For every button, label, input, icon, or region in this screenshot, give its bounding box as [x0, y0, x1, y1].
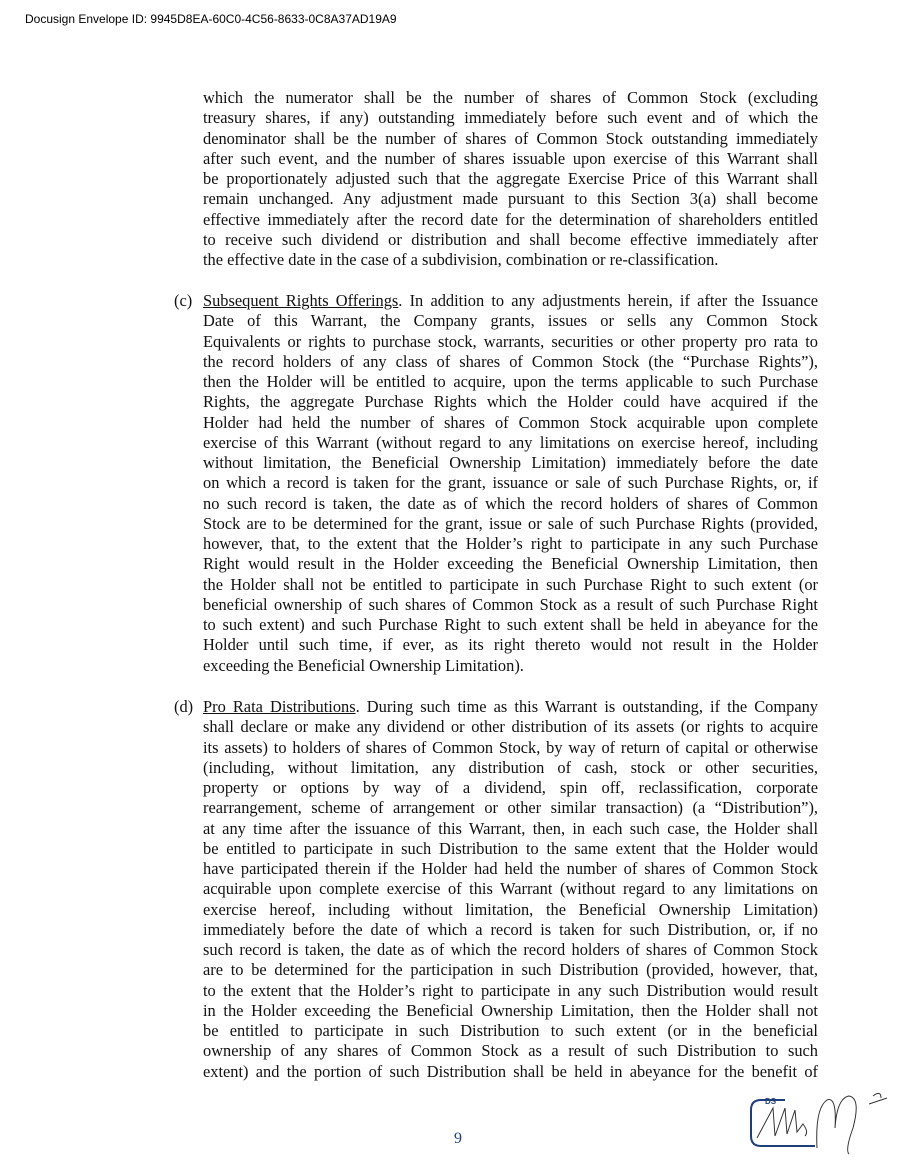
text-line: no such record is taken, the date as of which the record holders of shares of Common	[203, 493, 818, 513]
text-line: have participated therein if the Holder had held the number of shares of Common Stock	[203, 859, 818, 878]
text-line: without limitation, the Beneficial Ownership Limitation) immediately before the date	[203, 453, 818, 472]
signature-ds-tag: DS	[765, 1097, 777, 1106]
text-line: Holder had held the number of shares of Common Stock acquirable upon complete	[203, 412, 818, 432]
text-line-rest: . In addition to any adjustments herein, if after the Issuance	[398, 291, 819, 310]
text-line: Stock are to be determined for the grant, issue or sale of such Purchase Rights (provided,	[203, 513, 818, 533]
text-line: denominator shall be the number of shares of Common Stock outstanding immediately	[203, 128, 818, 148]
envelope-id: Docusign Envelope ID: 9945D8EA-60C0-4C56-8633-0C8A37AD19A9	[25, 12, 397, 26]
text-line: effective immediately after the record date for the determination of shareholders entitled	[203, 209, 818, 229]
text-line	[203, 697, 818, 717]
text-line: to receive such dividend or distribution and shall become effective immediately after	[203, 229, 818, 249]
text-line: exercise hereof, including without limitation, the Beneficial Ownership Limitation)	[203, 899, 818, 919]
paragraph-label: (c)	[174, 291, 193, 310]
text-line: rearrangement, scheme of arrangement or other similar transaction) (a “Distribution”),	[203, 798, 818, 818]
text-line: on which a record is taken for the grant, issuance or sale of such Purchase Rights, or, if	[203, 473, 818, 493]
text-line: its assets) to holders of shares of Common Stock, by way of return of capital or otherwise	[203, 737, 818, 757]
text-line: after such event, and the number of shares issuable upon exercise of this Warrant shall	[203, 148, 818, 168]
text-line: acquirable upon complete exercise of this Warrant (without regard to any limitations on	[203, 879, 818, 899]
text-line: shall declare or make any dividend or other distribution of its assets (or rights to acquire	[203, 717, 818, 737]
text-line: Right would result in the Holder exceeding the Beneficial Ownership Limitation, then	[203, 554, 818, 574]
text-line: are to be determined for the participation in such Distribution (provided, however, that,	[203, 960, 818, 980]
text-line: such record is taken, the date as of which the record holders of shares of Common Stock	[203, 940, 818, 959]
text-line: Holder until such time, if ever, as its right thereto would not result in the Holder	[203, 635, 818, 655]
text-line: at any time after the issuance of this Warrant, then, in each such case, the Holder shall	[203, 818, 818, 838]
text-line: exceeding the Beneficial Ownership Limitation).	[203, 655, 524, 675]
text-line: (including, without limitation, any distribution of cash, stock or other securities,	[203, 757, 818, 777]
text-line: be entitled to participate in such Distribution to such extent (or in the beneficial	[203, 1021, 818, 1040]
section-heading: Subsequent Rights Offerings	[203, 291, 399, 310]
text-line: the record holders of any class of shares of Common Stock (the “Purchase Rights”),	[203, 351, 818, 371]
text-line: Date of this Warrant, the Company grants, issues or sells any Common Stock	[203, 311, 818, 331]
docusign-initials-signature	[745, 1088, 895, 1158]
text-line: be entitled to participate in such Distribution to the same extent that the Holder would	[203, 838, 818, 858]
text-line: to the extent that the Holder’s right to participate in any such Distribution would result	[203, 980, 818, 1000]
text-line: remain unchanged. Any adjustment made pursuant to this Section 3(a) shall become	[203, 189, 818, 209]
text-line: Equivalents or rights to purchase stock, warrants, securities or other property pro rata to	[203, 331, 818, 351]
text-line: which the numerator shall be the number of shares of Common Stock (excluding	[203, 88, 818, 107]
text-line: exercise of this Warrant (without regard to any limitations on exercise hereof, including	[203, 432, 818, 452]
text-line: beneficial ownership of such shares of Common Stock as a result of such Purchase Right	[203, 594, 818, 614]
paragraph-d-pro-rata-distributions	[174, 697, 818, 1082]
text-line: then the Holder will be entitled to acquire, upon the terms applicable to such Purchase	[203, 372, 818, 391]
text-line: in the Holder exceeding the Beneficial Ownership Limitation, then the Holder shall not	[203, 1000, 818, 1020]
text-line: property or options by way of a dividend, spin off, reclassification, corporate	[203, 778, 818, 797]
text-line	[203, 291, 818, 311]
paragraph-c-subsequent-rights-offerings	[174, 291, 819, 676]
text-line: Rights, the aggregate Purchase Rights which the Holder could have acquired if the	[203, 392, 818, 412]
text-line: treasury shares, if any) outstanding immediately before such event and of which the	[203, 108, 818, 128]
text-line: immediately before the date of which a record is taken for such Distribution, or, if no	[203, 919, 818, 939]
section-heading: Pro Rata Distributions	[203, 697, 356, 716]
text-line: however, that, to the extent that the Holder’s right to participate in any such Purchase	[203, 534, 818, 553]
text-line: extent) and the portion of such Distribution shall be held in abeyance for the benefit of	[203, 1061, 818, 1081]
text-line: to such extent) and such Purchase Right to such extent shall be held in abeyance for the	[203, 615, 818, 634]
text-line: ownership of any shares of Common Stock as a result of such Distribution to such	[203, 1041, 818, 1061]
paragraph-label: (d)	[174, 697, 194, 716]
text-line: the effective date in the case of a subdivision, combination or re-classification.	[203, 250, 719, 269]
text-line: the Holder shall not be entitled to participate in such Purchase Right to such extent (or	[203, 574, 818, 594]
text-line-rest: . During such time as this Warrant is outstanding, if the Company	[355, 697, 818, 716]
paragraph-continuation	[203, 88, 818, 270]
page-number: 9	[454, 1130, 462, 1147]
text-line: be proportionately adjusted such that the aggregate Exercise Price of this Warrant shall	[203, 169, 818, 188]
